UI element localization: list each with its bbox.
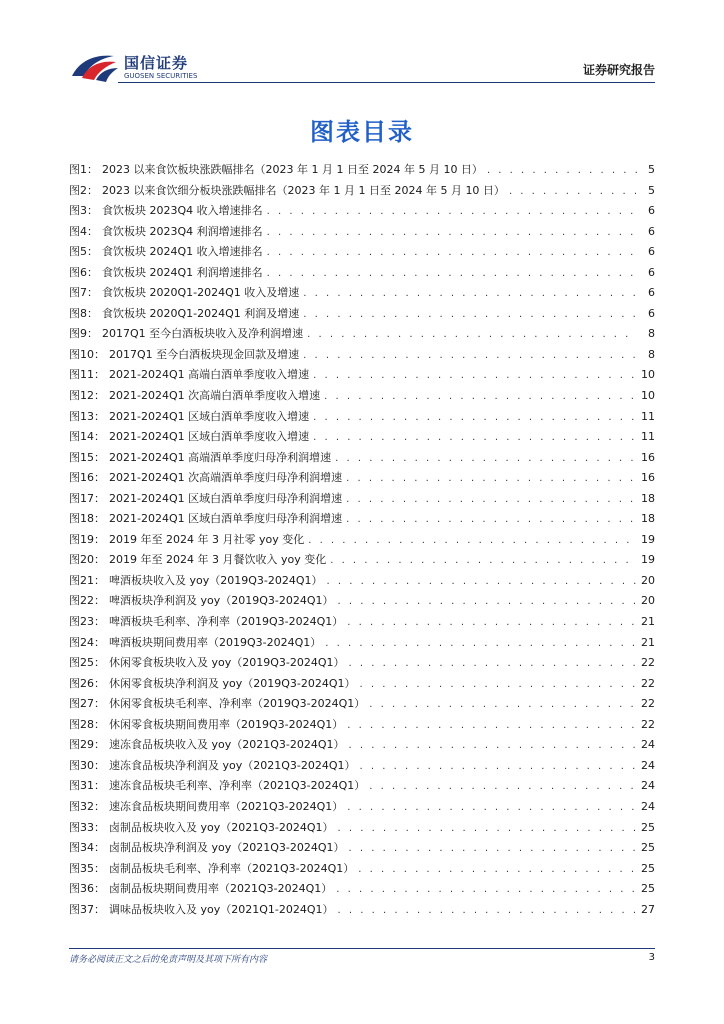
toc-entry-page: 22 (641, 717, 655, 731)
toc-entry[interactable] (69, 304, 655, 325)
toc-entry-title: 2017Q1 至今白酒板块现金回款及增速 (109, 347, 300, 361)
toc-entry-page: 24 (641, 799, 655, 813)
figure-table-of-contents (69, 160, 655, 920)
toc-entry-title: 啤酒板块毛利率、净利率（2019Q3-2024Q1） (109, 615, 344, 629)
toc-entry-title: 2021-2024Q1 区域白酒单季度归母净利润增速 (109, 512, 343, 526)
toc-entry-title: 休闲零食板块净利润及 yoy（2019Q3-2024Q1） (109, 676, 356, 690)
toc-entry-title: 休闲零食板块收入及 yoy（2019Q3-2024Q1） (109, 656, 345, 670)
toc-entry-label: 图27： (69, 697, 105, 711)
toc-entry-title: 调味品板块收入及 yoy（2021Q1-2024Q1） (109, 902, 334, 916)
toc-entry-title: 速冻食品板块收入及 yoy（2021Q3-2024Q1） (109, 738, 345, 752)
toc-entry-label: 图20： (69, 553, 105, 567)
toc-entry-label: 图25： (69, 656, 105, 670)
toc-entry[interactable] (69, 715, 655, 736)
page-title: 图表目录 (310, 118, 414, 146)
toc-entry-title: 速冻食品板块期间费用率（2021Q3-2024Q1） (109, 799, 344, 813)
toc-entry-page: 6 (648, 286, 655, 300)
toc-leader-dots (330, 551, 637, 572)
toc-entry-label: 图19： (69, 532, 105, 546)
toc-entry[interactable] (69, 633, 655, 654)
toc-entry-title: 卤制品板块净利润及 yoy（2021Q3-2024Q1） (109, 841, 345, 855)
toc-entry-label: 图12： (69, 389, 105, 403)
toc-entry-title: 休闲零食板块毛利率、净利率（2019Q3-2024Q1） (109, 697, 366, 711)
toc-leader-dots (347, 716, 637, 737)
toc-entry-page: 20 (641, 594, 655, 608)
toc-entry[interactable] (69, 365, 655, 386)
toc-entry-label: 图26： (69, 676, 105, 690)
toc-leader-dots (346, 490, 637, 511)
toc-entry[interactable] (69, 345, 655, 366)
toc-entry-title: 食饮板块 2024Q1 收入增速排名 (102, 245, 263, 259)
toc-entry-page: 25 (641, 820, 655, 834)
toc-entry-page: 21 (641, 635, 655, 649)
toc-entry-label: 图29： (69, 738, 105, 752)
toc-leader-dots (327, 572, 637, 593)
toc-entry[interactable] (69, 900, 655, 921)
toc-entry-title: 食饮板块 2024Q1 利润增速排名 (102, 265, 263, 279)
toc-entry[interactable] (69, 386, 655, 407)
toc-entry-label: 图21： (69, 573, 105, 587)
toc-entry-label: 图3： (69, 204, 98, 218)
toc-entry[interactable] (69, 550, 655, 571)
toc-entry-label: 图36： (69, 882, 105, 896)
toc-entry-label: 图6： (69, 265, 98, 279)
toc-entry[interactable] (69, 448, 655, 469)
toc-entry-page: 8 (648, 347, 655, 361)
toc-entry-label: 图8： (69, 306, 98, 320)
toc-entry-label: 图2： (69, 183, 98, 197)
toc-entry-title: 食饮板块 2020Q1-2024Q1 利润及增速 (102, 306, 300, 320)
toc-leader-dots (338, 592, 637, 613)
toc-entry[interactable] (69, 859, 655, 880)
toc-leader-dots (369, 695, 637, 716)
toc-leader-dots (308, 531, 637, 552)
toc-entry[interactable] (69, 263, 655, 284)
toc-entry-page: 6 (648, 245, 655, 259)
toc-entry[interactable] (69, 838, 655, 859)
toc-leader-dots (303, 305, 637, 326)
toc-entry-title: 2019 年至 2024 年 3 月社零 yoy 变化 (109, 532, 305, 546)
toc-entry-label: 图31： (69, 779, 105, 793)
toc-entry-title: 2021-2024Q1 高端酒单季度归母净利润增速 (109, 450, 332, 464)
toc-entry[interactable] (69, 181, 655, 202)
toc-entry-page: 27 (641, 902, 655, 916)
toc-entry[interactable] (69, 222, 655, 243)
toc-entry-title: 2021-2024Q1 次高端酒单季度归母净利润增速 (109, 471, 343, 485)
toc-entry-label: 图28： (69, 717, 105, 731)
toc-entry-label: 图17： (69, 491, 105, 505)
toc-entry-page: 20 (641, 573, 655, 587)
toc-entry-label: 图23： (69, 615, 105, 629)
toc-entry[interactable] (69, 468, 655, 489)
toc-entry-label: 图11： (69, 368, 105, 382)
toc-entry-page: 11 (641, 409, 655, 423)
toc-leader-dots (349, 736, 637, 757)
toc-entry-page: 19 (641, 532, 655, 546)
toc-entry-page: 11 (641, 430, 655, 444)
toc-entry-label: 图1： (69, 163, 98, 176)
report-type-label: 证券研究报告 (582, 63, 655, 77)
toc-entry-label: 图5： (69, 245, 98, 259)
toc-entry-page: 25 (641, 882, 655, 896)
footer-divider (69, 948, 655, 949)
toc-entry[interactable] (69, 818, 655, 839)
toc-leader-dots (324, 387, 637, 408)
toc-entry[interactable] (69, 694, 655, 715)
footer-disclaimer: 请务必阅读正文之后的免责声明及其项下所有内容 (69, 955, 268, 965)
toc-entry[interactable] (69, 407, 655, 428)
toc-entry-page: 10 (641, 389, 655, 403)
toc-leader-dots (338, 819, 637, 840)
toc-entry-label: 图24： (69, 635, 105, 649)
toc-entry[interactable] (69, 530, 655, 551)
toc-leader-dots (336, 880, 637, 901)
toc-entry-title: 啤酒板块净利润及 yoy（2019Q3-2024Q1） (109, 594, 334, 608)
toc-entry[interactable] (69, 879, 655, 900)
toc-entry-label: 图13： (69, 409, 105, 423)
toc-entry[interactable] (69, 242, 655, 263)
toc-entry-title: 食饮板块 2023Q4 利润增速排名 (102, 224, 263, 238)
toc-entry[interactable] (69, 427, 655, 448)
toc-entry-label: 图9： (69, 327, 98, 341)
toc-entry-label: 图15： (69, 450, 105, 464)
toc-entry-page: 5 (648, 183, 655, 197)
footer-page-number: 3 (648, 952, 655, 963)
toc-entry-title: 卤制品板块期间费用率（2021Q3-2024Q1） (109, 882, 333, 896)
toc-leader-dots (346, 510, 637, 531)
toc-entry[interactable] (69, 653, 655, 674)
guosen-logo (70, 50, 210, 86)
logo-chinese-name: 国信证券 (124, 54, 189, 72)
toc-entry-page: 24 (641, 779, 655, 793)
toc-entry-label: 图34： (69, 841, 105, 855)
toc-leader-dots (349, 839, 637, 860)
toc-entry-title: 2021-2024Q1 区域白酒单季度收入增速 (109, 430, 310, 444)
toc-entry-title: 卤制品板块毛利率、净利率（2021Q3-2024Q1） (109, 861, 355, 875)
toc-leader-dots (358, 860, 637, 881)
toc-entry-title: 食饮板块 2023Q4 收入增速排名 (102, 204, 263, 218)
toc-leader-dots (360, 757, 637, 778)
toc-entry-title: 休闲零食板块期间费用率（2019Q3-2024Q1） (109, 717, 344, 731)
toc-entry[interactable] (69, 201, 655, 222)
toc-entry-title: 2023 以来食饮细分板块涨跌幅排名（2023 年 1 月 1 日至 2024 年 5 月 10 日） (102, 183, 505, 197)
toc-entry-label: 图10： (69, 347, 105, 361)
toc-leader-dots (313, 366, 637, 387)
toc-entry[interactable] (69, 674, 655, 695)
toc-entry[interactable] (69, 324, 655, 345)
toc-entry-page: 24 (641, 758, 655, 772)
toc-entry[interactable] (69, 571, 655, 592)
toc-leader-dots (509, 182, 637, 203)
toc-entry[interactable] (69, 591, 655, 612)
toc-entry-title: 速冻食品板块净利润及 yoy（2021Q3-2024Q1） (109, 758, 356, 772)
toc-entry-title: 食饮板块 2020Q1-2024Q1 收入及增速 (102, 286, 300, 300)
toc-entry-title: 2017Q1 至今白酒板块收入及净利润增速 (102, 327, 304, 341)
toc-leader-dots (369, 777, 637, 798)
toc-leader-dots (347, 613, 637, 634)
toc-leader-dots (303, 284, 637, 305)
toc-entry[interactable] (69, 797, 655, 818)
toc-entry-label: 图4： (69, 224, 98, 238)
toc-entry-title: 2021-2024Q1 次高端白酒单季度收入增速 (109, 389, 321, 403)
toc-entry[interactable] (69, 509, 655, 530)
toc-entry-label: 图22： (69, 594, 105, 608)
toc-entry[interactable] (69, 756, 655, 777)
toc-entry-page: 16 (641, 471, 655, 485)
toc-entry-page: 22 (641, 656, 655, 670)
toc-leader-dots (267, 223, 637, 244)
toc-leader-dots (338, 901, 637, 922)
toc-leader-dots (360, 675, 637, 696)
toc-entry-title: 2023 以来食饮板块涨跌幅排名（2023 年 1 月 1 日至 2024 年 5 月 10 日） (102, 163, 483, 176)
toc-entry-page: 6 (648, 204, 655, 218)
toc-entry-page: 25 (641, 861, 655, 875)
toc-entry-page: 6 (648, 224, 655, 238)
toc-entry-title: 2019 年至 2024 年 3 月餐饮收入 yoy 变化 (109, 553, 327, 567)
toc-entry[interactable] (69, 776, 655, 797)
toc-entry-label: 图35： (69, 861, 105, 875)
toc-leader-dots (307, 325, 637, 346)
toc-entry-title: 2021-2024Q1 区域白酒单季度收入增速 (109, 409, 310, 423)
toc-leader-dots (349, 654, 637, 675)
toc-entry-label: 图30： (69, 758, 105, 772)
toc-leader-dots (313, 428, 637, 449)
toc-leader-dots (487, 161, 637, 182)
toc-entry[interactable] (69, 489, 655, 510)
toc-entry-title: 2021-2024Q1 区域白酒单季度归母净利润增速 (109, 491, 343, 505)
toc-entry-label: 图16： (69, 471, 105, 485)
toc-entry-label: 图37： (69, 902, 105, 916)
toc-entry-page: 5 (648, 163, 655, 176)
toc-entry-page: 18 (641, 491, 655, 505)
toc-leader-dots (267, 202, 637, 223)
toc-entry-page: 22 (641, 697, 655, 711)
toc-entry-page: 6 (648, 265, 655, 279)
toc-leader-dots (325, 634, 637, 655)
toc-entry-label: 图7： (69, 286, 98, 300)
toc-entry-page: 10 (641, 368, 655, 382)
toc-entry-title: 啤酒板块期间费用率（2019Q3-2024Q1） (109, 635, 322, 649)
toc-leader-dots (347, 798, 637, 819)
toc-entry-label: 图33： (69, 820, 105, 834)
toc-entry-title: 速冻食品板块毛利率、净利率（2021Q3-2024Q1） (109, 779, 366, 793)
toc-entry-page: 25 (641, 841, 655, 855)
toc-leader-dots (303, 346, 637, 367)
toc-entry-label: 图18： (69, 512, 105, 526)
toc-leader-dots (267, 264, 637, 285)
toc-entry-page: 21 (641, 615, 655, 629)
toc-entry-page: 22 (641, 676, 655, 690)
toc-entry[interactable] (69, 283, 655, 304)
toc-leader-dots (313, 408, 637, 429)
header-divider (118, 82, 655, 83)
logo-english-name: GUOSEN SECURITIES (124, 72, 198, 80)
guosen-logo-icon (70, 50, 120, 84)
toc-entry-title: 啤酒板块收入及 yoy（2019Q3-2024Q1） (109, 573, 323, 587)
toc-entry-title: 卤制品板块收入及 yoy（2021Q3-2024Q1） (109, 820, 334, 834)
toc-entry[interactable] (69, 612, 655, 633)
toc-leader-dots (346, 469, 637, 490)
toc-entry-page: 6 (648, 306, 655, 320)
toc-entry-page: 19 (641, 553, 655, 567)
toc-entry-page: 8 (648, 327, 655, 341)
toc-entry[interactable] (69, 160, 655, 181)
toc-entry-page: 24 (641, 738, 655, 752)
toc-entry-page: 16 (641, 450, 655, 464)
page-header (0, 0, 724, 90)
toc-entry-title: 2021-2024Q1 高端白酒单季度收入增速 (109, 368, 310, 382)
toc-entry[interactable] (69, 735, 655, 756)
toc-leader-dots (267, 243, 637, 264)
toc-entry-label: 图14： (69, 430, 105, 444)
toc-leader-dots (335, 449, 637, 470)
toc-entry-label: 图32： (69, 799, 105, 813)
toc-entry-page: 18 (641, 512, 655, 526)
